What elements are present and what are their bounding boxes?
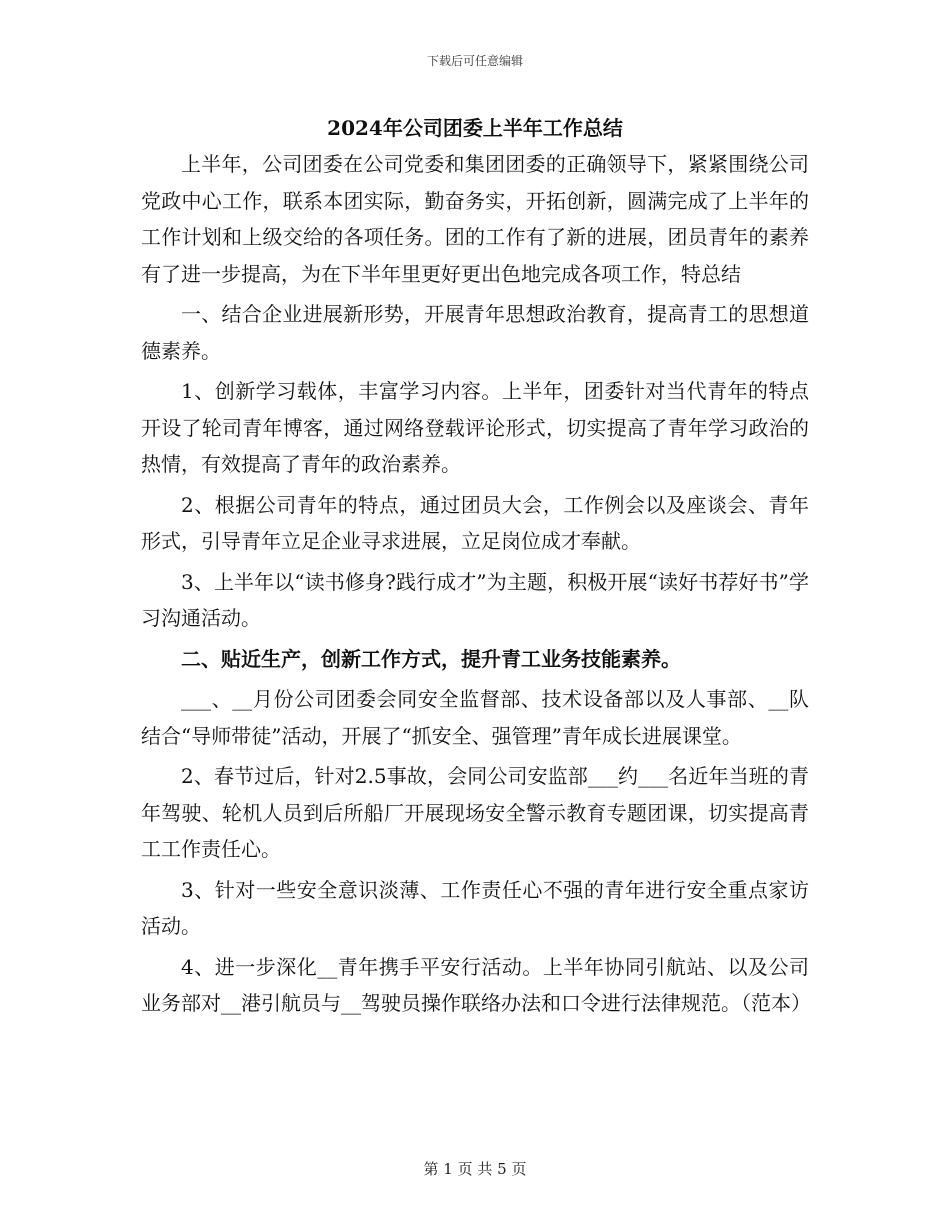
paragraph-item-1-2: 2、根据公司青年的特点，通过团员大会，工作例会以及座谈会、青年形式，引导青年立足企业寻求进展，立足岗位成才奉献。 [141,492,809,553]
page-header-note: 下载后可任意编辑 [426,54,523,68]
paragraph-section-2-heading: 二、贴近生产，创新工作方式，提升青工业务技能素养。 [181,646,681,671]
paragraph-intro: 上半年，公司团委在公司党委和集团团委的正确领导下，紧紧围绕公司党政中心工作，联系本团实际，勤奋务实，开拓创新，圆满完成了上半年的工作计划和上级交给的各项任务。团的工作有了新的进展，团员青年的素养有了进一步提高，为在下半年里更好更出色地完成各项工作，特总结 [141,152,809,286]
paragraph-section-1-heading: 一、结合企业进展新形势，开展青年思想政治教育，提高青工的思想道德素养。 [141,302,809,363]
paragraph-item-2-2: 2、春节过后，针对2.5事故，会同公司安监部___约___名近年当班的青年驾驶、轮机人员到后所船厂开展现场安全警示教育专题团课，切实提高青工工作责任心。 [141,764,809,861]
paragraph-item-1-3: 3、上半年以“读书修身?践行成才”为主题，积极开展“读好书荐好书”学习沟通活动。 [141,569,809,630]
paragraph-item-2-4: 4、进一步深化__青年携手平安行活动。上半年协同引航站、以及公司业务部对__港引航员与__驾驶员操作联络办法和口令进行法律规范。（范本） [141,954,811,1015]
document-body [141,112,809,1026]
page-number: 第 1 页 共 5 页 [423,1160,527,1178]
paragraph-item-2-1: ___、__月份公司团委会同安全监督部、技术设备部以及人事部、__队结合“导师带徒”活动，开展了“抓安全、强管理”青年成长进展课堂。 [141,687,809,748]
document-title: 2024年公司团委上半年工作总结 [327,116,623,140]
paragraph-item-2-3: 3、针对一些安全意识淡薄、工作责任心不强的青年进行安全重点家访活动。 [141,877,809,938]
paragraph-item-1-1: 1、创新学习载体，丰富学习内容。上半年，团委针对当代青年的特点开设了轮司青年博客，通过网络登载评论形式，切实提高了青年学习政治的热情，有效提高了青年的政治素养。 [141,379,809,476]
